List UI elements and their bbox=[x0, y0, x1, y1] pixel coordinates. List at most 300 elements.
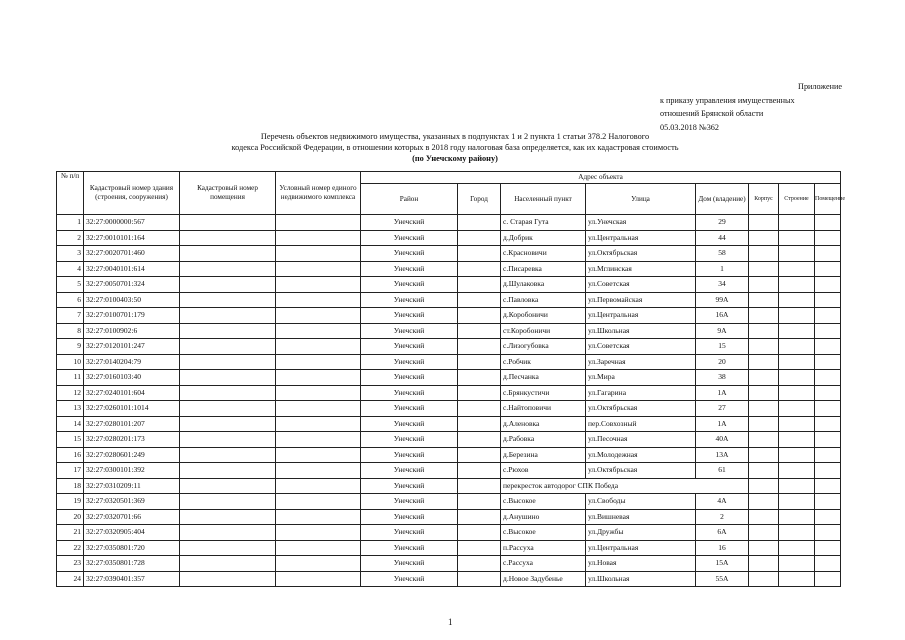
cell-building-cad: 32:27:0100403:50 bbox=[84, 292, 180, 308]
appendix-line-1: к приказу управления имущественных bbox=[660, 95, 795, 105]
cell-room bbox=[815, 339, 841, 355]
cell-num: 5 bbox=[57, 277, 84, 293]
cell-street: ул.Центральная bbox=[586, 230, 696, 246]
cell-city bbox=[458, 215, 501, 231]
cell-complex-number bbox=[276, 339, 361, 355]
cell-house: 16 bbox=[696, 540, 749, 556]
cell-settlement: п.Рассуха bbox=[501, 540, 586, 556]
cell-complex-number bbox=[276, 230, 361, 246]
heading-line-1: Перечень объектов недвижимого имущества, указанных в подпунктах 1 и 2 пункта 1 статьи 378.2 Налогового bbox=[260, 132, 650, 141]
cell-num: 20 bbox=[57, 509, 84, 525]
cell-city bbox=[458, 308, 501, 324]
cell-room bbox=[815, 571, 841, 587]
cell-num: 4 bbox=[57, 261, 84, 277]
cell-korpus bbox=[749, 401, 779, 417]
cell-building-cad: 32:27:0280101:207 bbox=[84, 416, 180, 432]
cell-num: 7 bbox=[57, 308, 84, 324]
appendix-title: Приложение bbox=[798, 82, 842, 91]
cell-num: 16 bbox=[57, 447, 84, 463]
cell-district: Унечский bbox=[361, 230, 458, 246]
cell-building-cad: 32:27:0000000:567 bbox=[84, 215, 180, 231]
cell-num: 9 bbox=[57, 339, 84, 355]
cell-settlement: перекресток автодорог СПК Победа bbox=[501, 478, 749, 494]
cell-premises-cad bbox=[180, 354, 276, 370]
cell-premises-cad bbox=[180, 556, 276, 572]
cell-settlement: д.Песчанка bbox=[501, 370, 586, 386]
cell-building-part bbox=[779, 447, 815, 463]
cell-premises-cad bbox=[180, 246, 276, 262]
cell-street: ул.Центральная bbox=[586, 540, 696, 556]
cell-korpus bbox=[749, 509, 779, 525]
cell-complex-number bbox=[276, 494, 361, 510]
cell-settlement: д.Аленовка bbox=[501, 416, 586, 432]
cell-num: 6 bbox=[57, 292, 84, 308]
header-street: Улица bbox=[586, 184, 696, 215]
cell-settlement: с.Рюхов bbox=[501, 463, 586, 479]
cell-complex-number bbox=[276, 261, 361, 277]
cell-district: Унечский bbox=[361, 509, 458, 525]
cell-street: ул.Школьная bbox=[586, 323, 696, 339]
cell-house: 40А bbox=[696, 432, 749, 448]
cell-num: 15 bbox=[57, 432, 84, 448]
cell-korpus bbox=[749, 339, 779, 355]
cell-house: 34 bbox=[696, 277, 749, 293]
cell-district: Унечский bbox=[361, 246, 458, 262]
cell-street: ул.Вишневая bbox=[586, 509, 696, 525]
cell-num: 11 bbox=[57, 370, 84, 386]
cell-house: 1 bbox=[696, 261, 749, 277]
cell-room bbox=[815, 447, 841, 463]
cell-street: ул.Унечская bbox=[586, 215, 696, 231]
cell-house: 29 bbox=[696, 215, 749, 231]
cell-building-part bbox=[779, 215, 815, 231]
cell-premises-cad bbox=[180, 416, 276, 432]
table-row bbox=[57, 540, 841, 556]
cell-settlement: д.Березина bbox=[501, 447, 586, 463]
cell-district: Унечский bbox=[361, 401, 458, 417]
cell-building-part bbox=[779, 494, 815, 510]
cell-korpus bbox=[749, 308, 779, 324]
cell-building-part bbox=[779, 478, 815, 494]
header-room: Помещение bbox=[815, 184, 841, 215]
cell-city bbox=[458, 230, 501, 246]
cell-complex-number bbox=[276, 308, 361, 324]
cell-building-cad: 32:27:0320905:404 bbox=[84, 525, 180, 541]
cell-premises-cad bbox=[180, 292, 276, 308]
cell-premises-cad bbox=[180, 277, 276, 293]
cell-korpus bbox=[749, 370, 779, 386]
cell-building-cad: 32:27:0240101:604 bbox=[84, 385, 180, 401]
header-address: Адрес объекта bbox=[361, 172, 841, 184]
cell-building-part bbox=[779, 323, 815, 339]
cell-premises-cad bbox=[180, 261, 276, 277]
cell-building-cad: 32:27:0320501:369 bbox=[84, 494, 180, 510]
cell-korpus bbox=[749, 494, 779, 510]
table-row bbox=[57, 494, 841, 510]
cell-building-cad: 32:27:0100902:6 bbox=[84, 323, 180, 339]
cell-num: 18 bbox=[57, 478, 84, 494]
cell-room bbox=[815, 354, 841, 370]
cell-building-cad: 32:27:0010101:164 bbox=[84, 230, 180, 246]
cell-complex-number bbox=[276, 354, 361, 370]
cell-district: Унечский bbox=[361, 463, 458, 479]
cell-building-part bbox=[779, 432, 815, 448]
cell-building-part bbox=[779, 463, 815, 479]
cell-premises-cad bbox=[180, 339, 276, 355]
cell-complex-number bbox=[276, 447, 361, 463]
cell-complex-number bbox=[276, 525, 361, 541]
header-house: Дом (владение) bbox=[696, 184, 749, 215]
table-row bbox=[57, 478, 841, 494]
table-body bbox=[57, 215, 841, 587]
cell-house: 38 bbox=[696, 370, 749, 386]
cell-building-cad: 32:27:0390401:357 bbox=[84, 571, 180, 587]
cell-district: Унечский bbox=[361, 370, 458, 386]
cell-building-part bbox=[779, 540, 815, 556]
cell-room bbox=[815, 509, 841, 525]
cell-settlement: с.Лизогубовка bbox=[501, 339, 586, 355]
heading-line-3: (по Унечскому району) bbox=[412, 154, 498, 164]
cell-house: 15А bbox=[696, 556, 749, 572]
cell-city bbox=[458, 323, 501, 339]
cell-street: ул.Песочная bbox=[586, 432, 696, 448]
cell-building-cad: 32:27:0100701:179 bbox=[84, 308, 180, 324]
cell-city bbox=[458, 261, 501, 277]
cell-settlement: д.Шулаковка bbox=[501, 277, 586, 293]
cell-premises-cad bbox=[180, 230, 276, 246]
table-row bbox=[57, 401, 841, 417]
cell-city bbox=[458, 478, 501, 494]
cell-complex-number bbox=[276, 478, 361, 494]
cell-city bbox=[458, 370, 501, 386]
table-row bbox=[57, 447, 841, 463]
table-row bbox=[57, 416, 841, 432]
cell-premises-cad bbox=[180, 509, 276, 525]
table-row bbox=[57, 308, 841, 324]
header-complex-number: Условный номер единого недвижимого комплекса bbox=[276, 172, 361, 215]
cell-street: ул.Школьная bbox=[586, 571, 696, 587]
cell-building-cad: 32:27:0120101:247 bbox=[84, 339, 180, 355]
cell-settlement: с.Робчик bbox=[501, 354, 586, 370]
cell-street: ул.Советская bbox=[586, 339, 696, 355]
cell-premises-cad bbox=[180, 215, 276, 231]
cell-room bbox=[815, 308, 841, 324]
cell-district: Унечский bbox=[361, 354, 458, 370]
objects-table bbox=[56, 171, 846, 587]
table-row bbox=[57, 292, 841, 308]
table-row bbox=[57, 525, 841, 541]
table-row bbox=[57, 339, 841, 355]
cell-street: ул.Советская bbox=[586, 277, 696, 293]
cell-num: 3 bbox=[57, 246, 84, 262]
header-city: Город bbox=[458, 184, 501, 215]
cell-building-cad: 32:27:0300101:392 bbox=[84, 463, 180, 479]
cell-district: Унечский bbox=[361, 432, 458, 448]
cell-building-part bbox=[779, 416, 815, 432]
cell-complex-number bbox=[276, 463, 361, 479]
table-row bbox=[57, 215, 841, 231]
cell-house: 58 bbox=[696, 246, 749, 262]
cell-room bbox=[815, 525, 841, 541]
document-heading bbox=[150, 131, 760, 165]
cell-street: ул.Октябрьская bbox=[586, 401, 696, 417]
cell-settlement: с.Рассуха bbox=[501, 556, 586, 572]
cell-room bbox=[815, 246, 841, 262]
cell-street: ул.Гагарина bbox=[586, 385, 696, 401]
cell-room bbox=[815, 292, 841, 308]
cell-city bbox=[458, 292, 501, 308]
cell-premises-cad bbox=[180, 432, 276, 448]
cell-korpus bbox=[749, 385, 779, 401]
cell-settlement: с.Павловка bbox=[501, 292, 586, 308]
cell-num: 22 bbox=[57, 540, 84, 556]
cell-building-part bbox=[779, 292, 815, 308]
cell-settlement: ст.Коробоничи bbox=[501, 323, 586, 339]
cell-city bbox=[458, 571, 501, 587]
cell-korpus bbox=[749, 432, 779, 448]
cell-house: 4А bbox=[696, 494, 749, 510]
cell-building-part bbox=[779, 401, 815, 417]
cell-building-cad: 32:27:0160103:40 bbox=[84, 370, 180, 386]
cell-building-part bbox=[779, 385, 815, 401]
cell-complex-number bbox=[276, 401, 361, 417]
cell-street: ул.Мглинская bbox=[586, 261, 696, 277]
cell-district: Унечский bbox=[361, 556, 458, 572]
table-row bbox=[57, 432, 841, 448]
cell-korpus bbox=[749, 525, 779, 541]
cell-korpus bbox=[749, 261, 779, 277]
cell-street: ул.Мира bbox=[586, 370, 696, 386]
table-row bbox=[57, 354, 841, 370]
cell-district: Унечский bbox=[361, 308, 458, 324]
cell-district: Унечский bbox=[361, 494, 458, 510]
cell-complex-number bbox=[276, 556, 361, 572]
cell-korpus bbox=[749, 463, 779, 479]
cell-korpus bbox=[749, 540, 779, 556]
cell-korpus bbox=[749, 292, 779, 308]
cell-settlement: с.Брянкустичи bbox=[501, 385, 586, 401]
cell-complex-number bbox=[276, 277, 361, 293]
cell-korpus bbox=[749, 215, 779, 231]
cell-room bbox=[815, 416, 841, 432]
cell-city bbox=[458, 277, 501, 293]
cell-district: Унечский bbox=[361, 525, 458, 541]
cell-korpus bbox=[749, 354, 779, 370]
cell-korpus bbox=[749, 571, 779, 587]
table-row bbox=[57, 509, 841, 525]
cell-building-part bbox=[779, 571, 815, 587]
cell-building-cad: 32:27:0020701:460 bbox=[84, 246, 180, 262]
table-row bbox=[57, 261, 841, 277]
header-premises-cad: Кадастровый номер помещения bbox=[180, 172, 276, 215]
cell-num: 24 bbox=[57, 571, 84, 587]
cell-building-cad: 32:27:0320701:66 bbox=[84, 509, 180, 525]
cell-city bbox=[458, 509, 501, 525]
cell-city bbox=[458, 416, 501, 432]
cell-premises-cad bbox=[180, 308, 276, 324]
cell-building-cad: 32:27:0350801:720 bbox=[84, 540, 180, 556]
cell-complex-number bbox=[276, 540, 361, 556]
cell-building-cad: 32:27:0310209:11 bbox=[84, 478, 180, 494]
cell-room bbox=[815, 277, 841, 293]
cell-district: Унечский bbox=[361, 215, 458, 231]
cell-building-cad: 32:27:0280601:249 bbox=[84, 447, 180, 463]
cell-street: пер.Совхозный bbox=[586, 416, 696, 432]
cell-complex-number bbox=[276, 416, 361, 432]
header-building-cad: Кадастровый номер здания (строения, сооружения) bbox=[84, 172, 180, 215]
cell-premises-cad bbox=[180, 478, 276, 494]
appendix-block bbox=[660, 80, 842, 134]
cell-house: 9А bbox=[696, 323, 749, 339]
cell-num: 14 bbox=[57, 416, 84, 432]
cell-complex-number bbox=[276, 292, 361, 308]
cell-district: Унечский bbox=[361, 447, 458, 463]
cell-complex-number bbox=[276, 215, 361, 231]
cell-district: Унечский bbox=[361, 261, 458, 277]
cell-house: 6А bbox=[696, 525, 749, 541]
cell-room bbox=[815, 540, 841, 556]
cell-num: 10 bbox=[57, 354, 84, 370]
cell-street: ул.Первомайская bbox=[586, 292, 696, 308]
cell-city bbox=[458, 494, 501, 510]
cell-house: 1А bbox=[696, 385, 749, 401]
cell-room bbox=[815, 385, 841, 401]
cell-building-part bbox=[779, 556, 815, 572]
cell-building-part bbox=[779, 525, 815, 541]
header-building-part: Строение bbox=[779, 184, 815, 215]
cell-district: Унечский bbox=[361, 385, 458, 401]
cell-building-cad: 32:27:0050701:324 bbox=[84, 277, 180, 293]
cell-street: ул.Дружбы bbox=[586, 525, 696, 541]
cell-settlement: с.Высокое bbox=[501, 525, 586, 541]
cell-premises-cad bbox=[180, 447, 276, 463]
cell-district: Унечский bbox=[361, 277, 458, 293]
cell-num: 2 bbox=[57, 230, 84, 246]
cell-settlement: д.Новое Задубенье bbox=[501, 571, 586, 587]
cell-building-part bbox=[779, 308, 815, 324]
cell-house: 55А bbox=[696, 571, 749, 587]
cell-district: Унечский bbox=[361, 540, 458, 556]
cell-room bbox=[815, 215, 841, 231]
cell-room bbox=[815, 261, 841, 277]
cell-house: 13А bbox=[696, 447, 749, 463]
cell-city bbox=[458, 401, 501, 417]
cell-district: Унечский bbox=[361, 323, 458, 339]
appendix-line-3: 05.03.2018 №362 bbox=[660, 122, 719, 132]
heading-line-2: кодекса Российской Федерации, в отношении которых в 2018 году налоговая база определяется, как их кадастровая стоимость bbox=[231, 143, 679, 153]
cell-building-cad: 32:27:0280201:173 bbox=[84, 432, 180, 448]
table-row bbox=[57, 277, 841, 293]
cell-room bbox=[815, 478, 841, 494]
cell-house: 20 bbox=[696, 354, 749, 370]
cell-street: ул.Новая bbox=[586, 556, 696, 572]
cell-korpus bbox=[749, 478, 779, 494]
cell-num: 1 bbox=[57, 215, 84, 231]
cell-room bbox=[815, 370, 841, 386]
cell-district: Унечский bbox=[361, 339, 458, 355]
cell-korpus bbox=[749, 556, 779, 572]
cell-district: Унечский bbox=[361, 571, 458, 587]
cell-premises-cad bbox=[180, 401, 276, 417]
cell-city bbox=[458, 463, 501, 479]
cell-complex-number bbox=[276, 370, 361, 386]
cell-korpus bbox=[749, 230, 779, 246]
cell-num: 21 bbox=[57, 525, 84, 541]
cell-complex-number bbox=[276, 509, 361, 525]
cell-settlement: с.Красновичи bbox=[501, 246, 586, 262]
cell-building-cad: 32:27:0140204:79 bbox=[84, 354, 180, 370]
cell-premises-cad bbox=[180, 494, 276, 510]
cell-num: 19 bbox=[57, 494, 84, 510]
cell-settlement: с. Старая Гута bbox=[501, 215, 586, 231]
cell-settlement: с.Найтоповичи bbox=[501, 401, 586, 417]
cell-building-part bbox=[779, 261, 815, 277]
cell-building-cad: 32:27:0260101:1014 bbox=[84, 401, 180, 417]
cell-room bbox=[815, 401, 841, 417]
cell-street: ул.Октябрьская bbox=[586, 246, 696, 262]
cell-korpus bbox=[749, 246, 779, 262]
cell-complex-number bbox=[276, 432, 361, 448]
cell-complex-number bbox=[276, 385, 361, 401]
cell-settlement: д.Рабовка bbox=[501, 432, 586, 448]
cell-room bbox=[815, 494, 841, 510]
cell-house: 2 bbox=[696, 509, 749, 525]
cell-building-cad: 32:27:0350801:728 bbox=[84, 556, 180, 572]
cell-premises-cad bbox=[180, 385, 276, 401]
cell-settlement: д.Добрик bbox=[501, 230, 586, 246]
cell-complex-number bbox=[276, 246, 361, 262]
cell-district: Унечский bbox=[361, 478, 458, 494]
cell-street: ул.Заречная bbox=[586, 354, 696, 370]
cell-korpus bbox=[749, 447, 779, 463]
cell-house: 15 bbox=[696, 339, 749, 355]
cell-city bbox=[458, 556, 501, 572]
table-row bbox=[57, 323, 841, 339]
cell-street: ул.Центральная bbox=[586, 308, 696, 324]
table-row bbox=[57, 463, 841, 479]
table-row bbox=[57, 571, 841, 587]
cell-building-part bbox=[779, 509, 815, 525]
cell-street: ул.Октябрьская bbox=[586, 463, 696, 479]
table-row bbox=[57, 230, 841, 246]
cell-city bbox=[458, 432, 501, 448]
cell-korpus bbox=[749, 277, 779, 293]
cell-district: Унечский bbox=[361, 292, 458, 308]
cell-premises-cad bbox=[180, 540, 276, 556]
cell-building-part bbox=[779, 277, 815, 293]
cell-building-part bbox=[779, 339, 815, 355]
cell-room bbox=[815, 556, 841, 572]
cell-settlement: д.Коробоничи bbox=[501, 308, 586, 324]
cell-city bbox=[458, 339, 501, 355]
header-district: Район bbox=[361, 184, 458, 215]
cell-room bbox=[815, 463, 841, 479]
cell-korpus bbox=[749, 416, 779, 432]
cell-district: Унечский bbox=[361, 416, 458, 432]
cell-building-part bbox=[779, 230, 815, 246]
cell-house: 99А bbox=[696, 292, 749, 308]
header-num: № п/п bbox=[57, 172, 84, 215]
page-number: 1 bbox=[448, 617, 453, 627]
cell-premises-cad bbox=[180, 525, 276, 541]
header-korpus: Корпус bbox=[749, 184, 779, 215]
table-row bbox=[57, 246, 841, 262]
cell-house: 44 bbox=[696, 230, 749, 246]
cell-building-part bbox=[779, 246, 815, 262]
cell-num: 8 bbox=[57, 323, 84, 339]
table-row bbox=[57, 370, 841, 386]
header-settlement: Населенный пункт bbox=[501, 184, 586, 215]
